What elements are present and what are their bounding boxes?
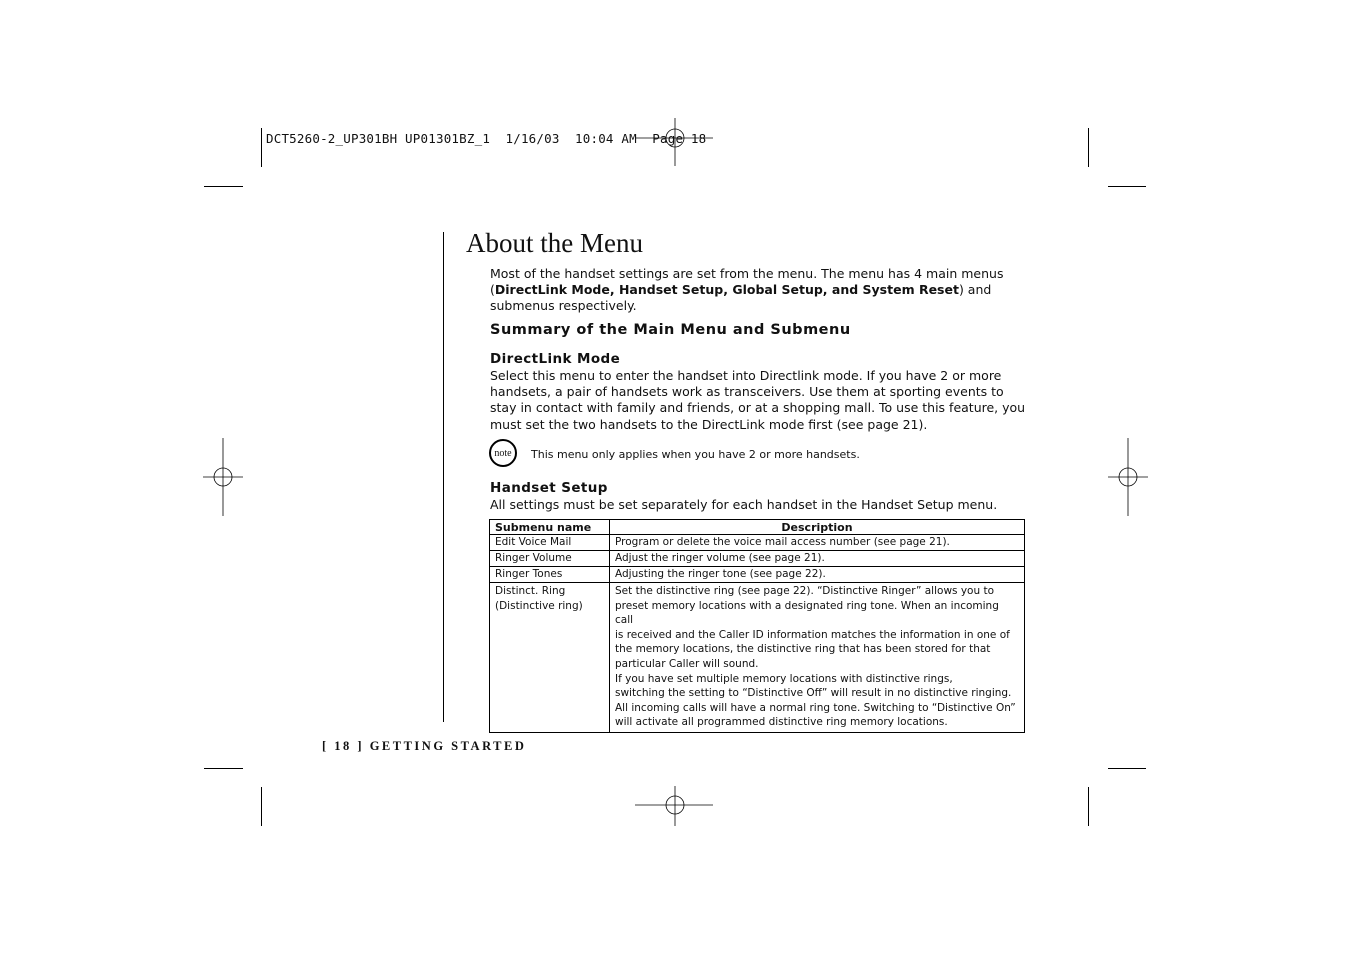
table-header-description: Description [610,520,1025,535]
crop-mark-bottom-left-vertical [261,787,262,826]
crop-mark-top-right-horizontal [1108,186,1146,187]
intro-text-bold: DirectLink Mode, Handset Setup, Global Setup, and System Reset [494,282,959,298]
table-cell-desc: Adjusting the ringer tone (see page 22). [610,567,1025,583]
table-row [490,535,1025,551]
registration-mark-bottom [635,786,715,826]
crop-mark-bottom-right-horizontal [1108,768,1146,769]
distinct-desc-line: the memory locations, the distinctive ring that has been stored for that [615,643,991,656]
crop-mark-top-left-vertical [261,128,262,167]
crop-mark-bottom-right-vertical [1088,787,1089,826]
distinct-desc-line: Set the distinctive ring (see page 22). “Distinctive Ringer” allows you to [615,585,995,597]
handset-setup-heading: Handset Setup [490,480,608,496]
table-cell-name: Ringer Volume [490,551,610,567]
crop-mark-bottom-left-horizontal [204,768,243,769]
distinct-desc-line: All incoming calls will have a normal ring tone. Switching to “Distinctive On” [615,701,1016,714]
distinct-desc-line: If you have set multiple memory locations with distinctive rings, [615,672,953,685]
table-cell-desc: Adjust the ringer volume (see page 21). [610,551,1025,567]
note-icon [489,439,517,467]
table-cell-desc: Program or delete the voice mail access number (see page 21). [610,535,1025,551]
distinct-desc-line: will activate all programmed distinctive ring memory locations. [615,716,948,729]
distinct-name-line: (Distinctive ring) [495,599,583,612]
table-header-submenu: Submenu name [490,520,610,535]
table-row [490,583,1025,733]
directlink-text: Select this menu to enter the handset into Directlink mode. If you have 2 or more handsets, a pair of handsets work as transceivers. Use them at sporting events to stay in contact with family and friends, or at a shopping mall. To use this feature, you must set the two handsets to the DirectLink mode first (see page 21). [490,368,1026,432]
distinct-desc-line: is received and the Caller ID information matches the information in one of [615,628,1010,641]
handset-setup-text: All settings must be set separately for each handset in the Handset Setup menu. [490,497,998,512]
table-cell-name: Ringer Tones [490,567,610,583]
table-cell-name: Edit Voice Mail [490,535,610,551]
distinct-desc-line: switching the setting to “Distinctive Off” will result in no distinctive ringing. [615,687,1012,700]
submenu-table [489,519,1025,733]
note-icon-label: note [494,448,512,459]
intro-text-pre: Most of the handset settings are set from the menu. The menu has 4 main menus ( [490,266,1004,298]
intro-paragraph [490,266,1010,315]
page-footer: [ 18 ] GETTING STARTED [322,739,527,753]
table-cell-name [490,583,610,733]
margin-rule [443,232,444,722]
note-text: This menu only applies when you have 2 or more handsets. [531,448,860,461]
distinct-desc-line: particular Caller will sound. [615,657,759,670]
table-cell-desc [610,583,1025,733]
print-slug: DCT5260-2_UP301BH UP01301BZ_1 1/16/03 10:04 AM Page 18 [266,131,707,146]
distinct-desc-line: preset memory locations with a designated ring tone. When an incoming call [615,599,999,627]
table-row [490,551,1025,567]
page-title: About the Menu [466,228,643,258]
registration-mark-left [203,438,243,516]
crop-mark-top-left-horizontal [204,186,243,187]
table-header-row [490,520,1025,535]
registration-mark-right [1108,438,1148,516]
intro-text-post: ) and submenus respectively. [490,282,992,314]
table-row [490,567,1025,583]
summary-heading: Summary of the Main Menu and Submenu [490,322,851,338]
crop-mark-top-right-vertical [1088,128,1089,167]
distinct-name-line: Distinct. Ring [495,585,566,597]
directlink-heading: DirectLink Mode [490,351,621,367]
